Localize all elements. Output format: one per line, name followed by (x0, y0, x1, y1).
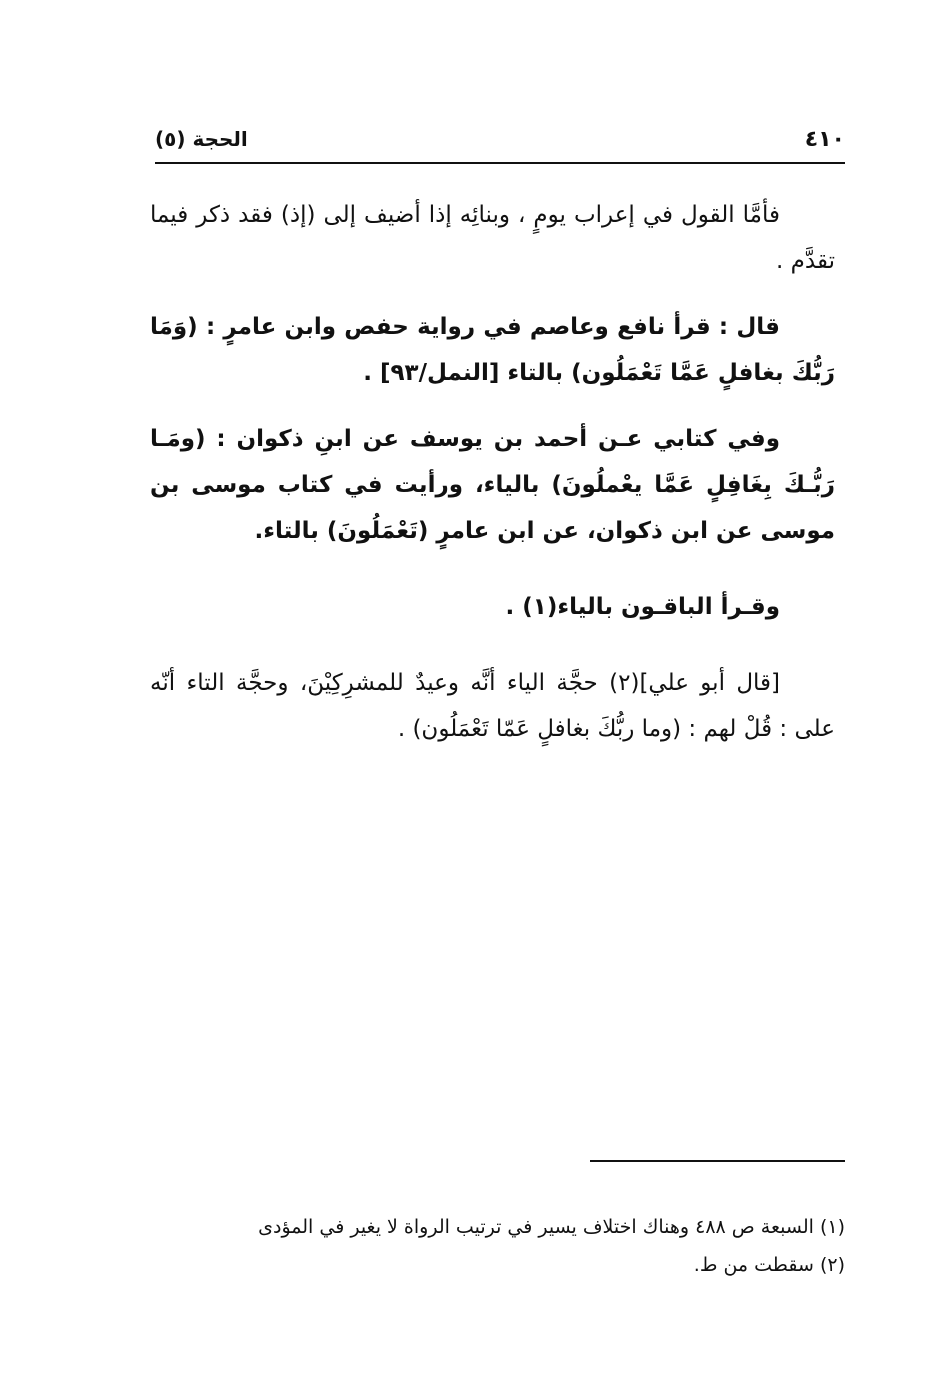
paragraph-1: فأمَّا القول في إعراب يومٍ ، وبنائِه إذا أضيف إلى (إذ) فقد ذكر فيما تقدَّم . (150, 202, 835, 274)
page-number: ٤١٠ (804, 126, 845, 152)
footnote-1: (١) السبعة ص ٤٨٨ وهناك اختلاف يسير في ترتيب الرواة لا يغير في المؤدى (258, 1216, 845, 1238)
running-title: الحجة (٥) (155, 127, 248, 151)
paragraph-5: [قال أبو علي](٢) حجَّة الياء أنَّه وعيدٌ للمشرِكِيْنَ، وحجَّة التاء أنّه على : قُلْ لهم : (وما ربُّكَ بغافلٍ عَمّا تَعْمَلُون) . (150, 670, 835, 742)
footnotes (160, 1208, 845, 1284)
paragraph-4: وقـرأ الباقـون بالياء(١) . (505, 594, 780, 620)
main-text (150, 192, 835, 772)
paragraph-3: وفي كتابي عـن أحمد بن يوسف عن ابنِ ذكوان : (ومَـا رَبُّـكَ بِغَافِلٍ عَمَّا يعْملُونَ) بالياء، ورأيت في كتاب موسى بن موسى عن ابن ذكوان، عن ابن عامرٍ (تَعْمَلُونَ) بالتاء. (150, 426, 835, 544)
header-rule (155, 162, 845, 164)
footnote-rule (590, 1160, 845, 1162)
page-header (155, 118, 845, 160)
footnote-2: (٢) سقطت من ط. (693, 1254, 845, 1276)
paragraph-2: قال : قرأ نافع وعاصم في رواية حفص وابن عامرٍ : (وَمَا رَبُّكَ بغافلٍ عَمَّا تَعْمَلُون) بالتاء [النمل/٩٣] . (150, 314, 835, 386)
